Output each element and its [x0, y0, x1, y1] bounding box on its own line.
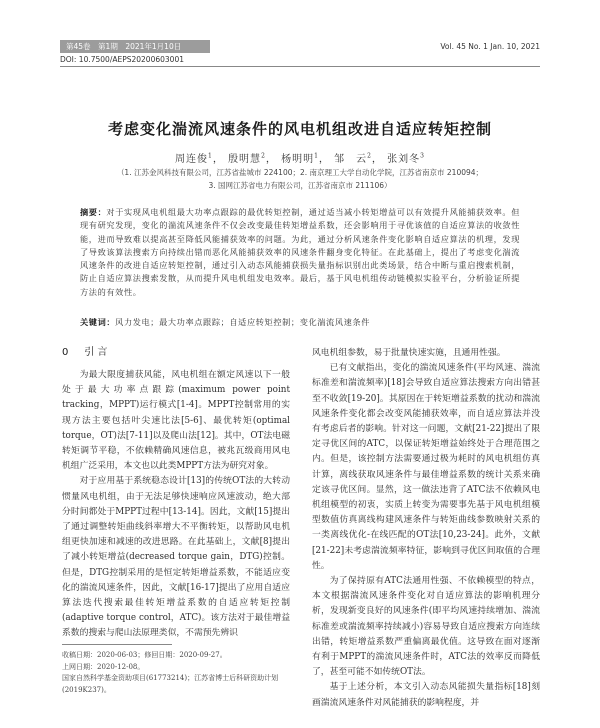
body-column-left	[62, 346, 290, 642]
footnote: 国家自然科学基金资助项目(61773214)；江苏省博士后科研资助计划(2019K237)。	[62, 674, 279, 694]
abstract-label: 摘要：	[80, 207, 107, 217]
keywords	[80, 316, 520, 329]
abstract-text: 对于实现风电机组最大功率点跟踪的最优转矩控制，通过适当减小转矩增益可以有效提升风能捕获效率。但现有研究发现，变化的湍流风速条件不仅会改变最佳转矩增益系数，还会影响用于寻优该值的自适应算法的收敛性能，进而导致难以提高甚至降低风能捕获效率的问题。为此，通过分析风速条件变化影响自适应算法的机理，发现了导致该算法搜索方向持续出错而恶化风能捕获效率的风速条件翻身变化特征。在此基础上，提出了考虑变化湍流风速条件的改进自适应转矩控制，通过引入动态风能捕获损失量指标识别出此类场景，结合中断与重启搜索机制，防止自适应算法搜索发散，从而提升风电机组发电效率。最后，基于风电机组传动链模拟实验平台，分析验证所提方法的有效性。	[80, 207, 520, 297]
author-list: 周连俊$^1$， 殷明慧$^2$， 杨明明$^1$， 邹 云$^2$， 张刘冬$^3$	[175, 152, 425, 165]
paper-title: 考虑变化湍流风速条件的风电机组改进自适应转矩控制	[107, 120, 492, 138]
paragraph: 风电机组参数，易于批量快速实施，且通用性强。	[312, 348, 506, 358]
keywords-label: 关键词：	[80, 317, 116, 327]
doi: DOI: 10.7500/AEPS20200603001	[60, 55, 184, 64]
author: 周连俊$^1$	[175, 152, 213, 165]
paragraph: 对于应用基于系统稳态设计[13]的传统OT法的大转动惯量风电机组，由于无法足够快速响应风速波动，绝大部分时间都处于MPPT过程中[13-14]。因此，文献[15]提出了通过调整转矩曲线斜率增大不平衡转矩，以帮助风电机组更快加速和减速的改进思路。在此基础上，文献[8]提出了减小转矩增益(decreased torque gain，DTG)控制。但是，DTG控制采用的是恒定转矩增益系数，不能适应变化的湍流风速条件，因此，文献[16-17]提出了应用自适应算法迭代搜索最佳转矩增益系数的自适应转矩控制(adaptive torque control，ATC)。该方法对于最佳增益系数的搜索与爬山法原理类似，不需预先辨识	[62, 476, 290, 639]
author: 杨明明$^1$	[281, 152, 319, 165]
body-column-right	[312, 346, 540, 711]
header-divider	[60, 66, 540, 67]
footnote: 收稿日期：2020-06-03；修回日期：2020-09-27。	[62, 651, 227, 659]
issue-cn: 第45卷 第1期 2021年1月10日	[66, 42, 182, 51]
issue-info-bar	[60, 40, 210, 53]
issue-en: Vol. 45 No. 1 Jan. 10, 2021	[440, 42, 540, 51]
paragraph: 基于上述分析，本文引入动态风能损失量指标[18]刻画湍流风速条件对风能捕获的影响程度，并	[312, 682, 540, 708]
abstract	[80, 206, 520, 299]
affiliation-line-2: 3. 国网江苏省电力有限公司，江苏省南京市 211106）	[208, 181, 392, 190]
keywords-text: 风力发电；最大功率点跟踪；自适应转矩控制；变化湍流风速条件	[115, 317, 370, 327]
author: 殷明慧$^2$	[228, 152, 266, 165]
author: 邹 云$^2$	[334, 152, 372, 165]
paragraph: 为了保持原有ATC法通用性强、不依赖模型的特点，本文根据湍流风速条件变化对自适应算法的影响机理分析，发现新变良好的风速条件(即平均风速持续增加、湍流标准差或湍流频率持续减小)容易导致自适应搜索方向连续出错，转矩增益系数严重偏离最优值。这导致在面对逐渐有利于MPPT的湍流风速条件时，ATC法的效率反而降低了，甚至可能不如传统OT法。	[312, 576, 540, 678]
footnote-divider	[62, 644, 172, 645]
paragraph: 已有文献指出，变化的湍流风速条件(平均风速、湍流标准差和湍流频率)[18]会导致自适应算法搜索方向出错甚至不收敛[19-20]。其原因在于转矩增益系数的扰动和湍流风速条件变化都会改变风能捕获效率，而自适应算法并没有考虑后者的影响。针对这一问题，文献[21-22]提出了限定寻优区间的ATC，以保证转矩增益始终处于合理范围之内。但是，该控制方法需要通过极为耗时的风电机组仿真计算，离线获取风速条件与最佳增益系数的统计关系来确定该寻优区间。显然，这一做法违背了ATC法不依赖风电机组模型的初衷，实质上转变为需要事先基于风电机组模型数值仿真离线构建风速条件与转矩曲线参数映射关系的一类离线优化-在线匹配的OT法[10,23-24]。此外，文献[21-22]未考虑湍流频率特征，影响到寻优区间取值的合理性。	[312, 363, 540, 571]
footnotes	[62, 650, 292, 696]
footnote: 上网日期：2020-12-08。	[62, 662, 145, 671]
affiliation-line-1: （1. 江苏金风科技有限公司，江苏省盐城市 224100；2. 南京理工大学自动化学院，江苏省南京市 210094；	[116, 168, 484, 177]
paragraph: 为最大限度捕获风能，风电机组在额定风速以下一般处于最大功率点跟踪(maximum power point tracking，MPPT)运行模式[1-4]。MPPT控制常用的实现方法主要包括叶尖速比法[5-6]、最优转矩(optimal torque，OT)法[7-11]以及爬山法[12]。其中，OT法电磁转矩调节平稳，不依赖精确风速信息，被兆瓦级商用风电机组广泛采用，本文也以此类MPPT方法为研究对象。	[62, 370, 290, 472]
section-heading: 0 引言	[62, 347, 111, 358]
author: 张刘冬$^3$	[387, 152, 425, 165]
